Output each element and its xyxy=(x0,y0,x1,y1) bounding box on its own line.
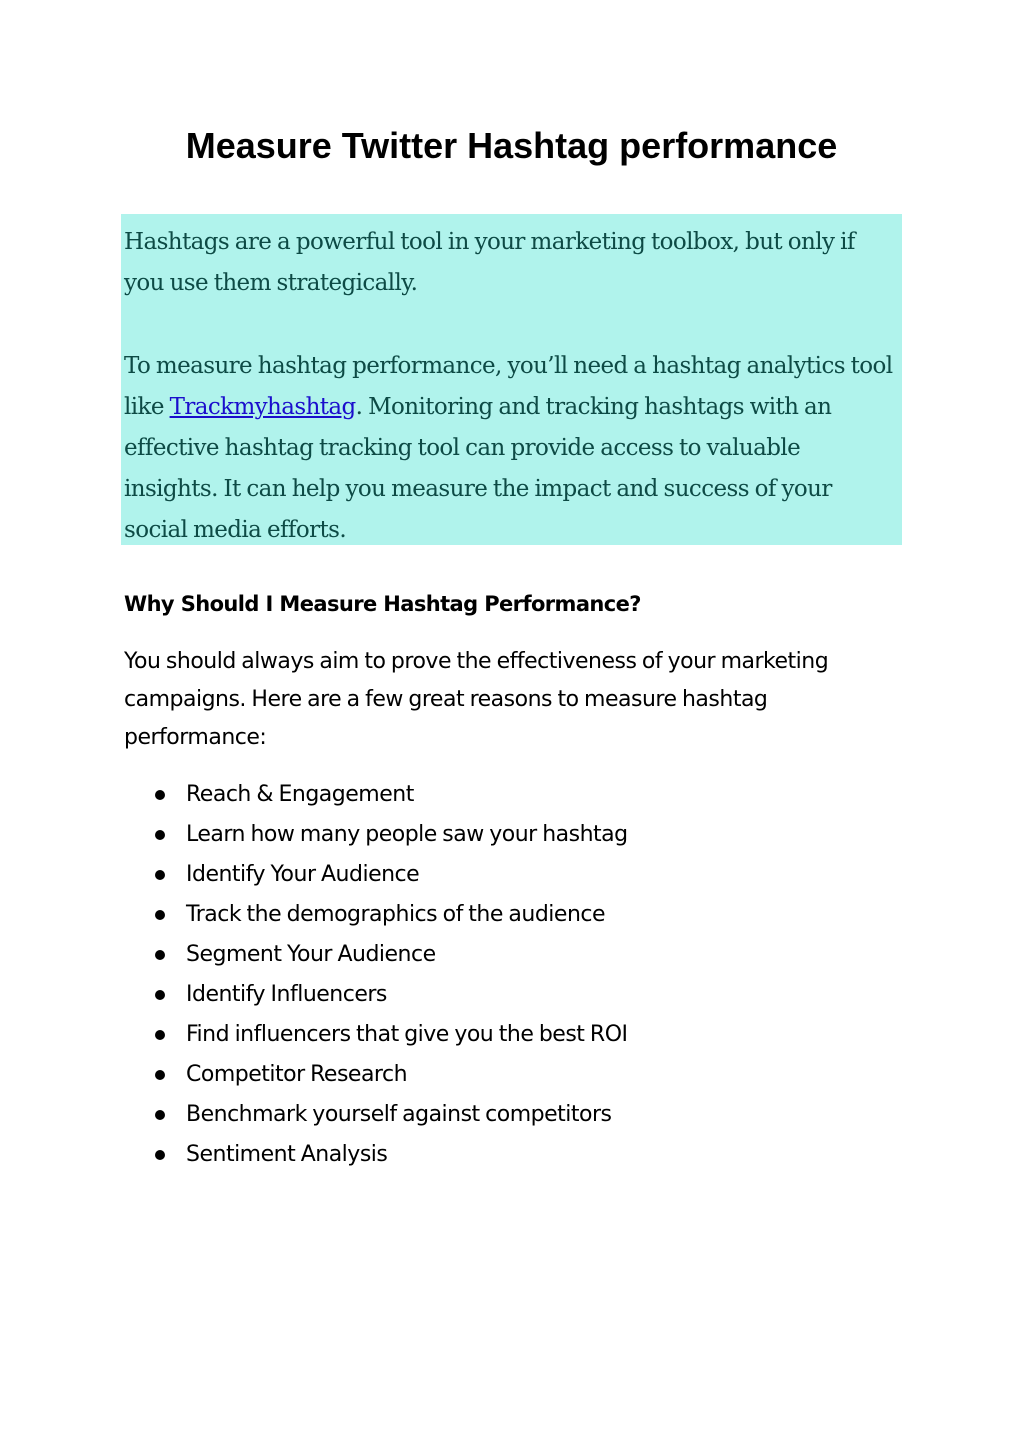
bullet-icon xyxy=(155,830,165,840)
list-item xyxy=(150,815,628,855)
bullet-icon xyxy=(155,910,165,920)
list-item xyxy=(150,1135,628,1175)
list-item xyxy=(150,935,628,975)
list-item-text: Reach & Engagement xyxy=(186,782,414,807)
bullet-icon xyxy=(155,1070,165,1080)
intro-paragraph-1: Hashtags are a powerful tool in your marketing toolbox, but only if you use them strategically. xyxy=(124,229,855,297)
list-item xyxy=(150,1095,628,1135)
list-item-text: Competitor Research xyxy=(186,1062,408,1087)
list-item-text: Track the demographics of the audience xyxy=(186,902,606,927)
list-item xyxy=(150,855,628,895)
bullet-icon xyxy=(155,1030,165,1040)
bullet-icon xyxy=(155,1150,165,1160)
paragraph-spacer xyxy=(124,304,898,345)
intro-highlight-box xyxy=(121,214,902,545)
bullet-icon xyxy=(155,950,165,960)
bullet-icon xyxy=(155,1110,165,1120)
list-item-text: Sentiment Analysis xyxy=(186,1142,388,1167)
intro-paragraph-2-rest: . Monitoring and tracking hashtags with an effective hashtag tracking tool can provide access to valuable insights. It can help you measure the impact and success of your social media efforts. xyxy=(124,393,832,544)
list-item-text: Learn how many people saw your hashtag xyxy=(186,822,628,847)
list-item-text: Identify Influencers xyxy=(186,982,387,1007)
bullet-icon xyxy=(155,990,165,1000)
section-body-paragraph: You should always aim to prove the effectiveness of your marketing campaigns. Here are a few great reasons to measure hashtag performance: xyxy=(124,649,829,750)
intro-paragraph-2 xyxy=(124,346,898,552)
bullet-icon xyxy=(155,790,165,800)
list-item xyxy=(150,975,628,1015)
list-item-text: Benchmark yourself against competitors xyxy=(186,1102,612,1127)
list-item-text: Segment Your Audience xyxy=(186,942,436,967)
list-item xyxy=(150,775,628,815)
list-item xyxy=(150,895,628,935)
trackmyhashtag-link[interactable]: Trackmyhashtag xyxy=(169,393,356,420)
list-item-text: Find influencers that give you the best ROI xyxy=(186,1022,628,1047)
bullet-icon xyxy=(155,870,165,880)
list-item xyxy=(150,1015,628,1055)
list-item-text: Identify Your Audience xyxy=(186,862,420,887)
list-item xyxy=(150,1055,628,1095)
reasons-bullet-list xyxy=(150,775,628,1175)
intro-paragraph-2-lead: To measure hashtag performance, you’ll need a hashtag analytics tool like xyxy=(124,352,893,420)
section-heading: Why Should I Measure Hashtag Performance? xyxy=(124,592,641,616)
page-title: Measure Twitter Hashtag performance xyxy=(185,125,838,166)
